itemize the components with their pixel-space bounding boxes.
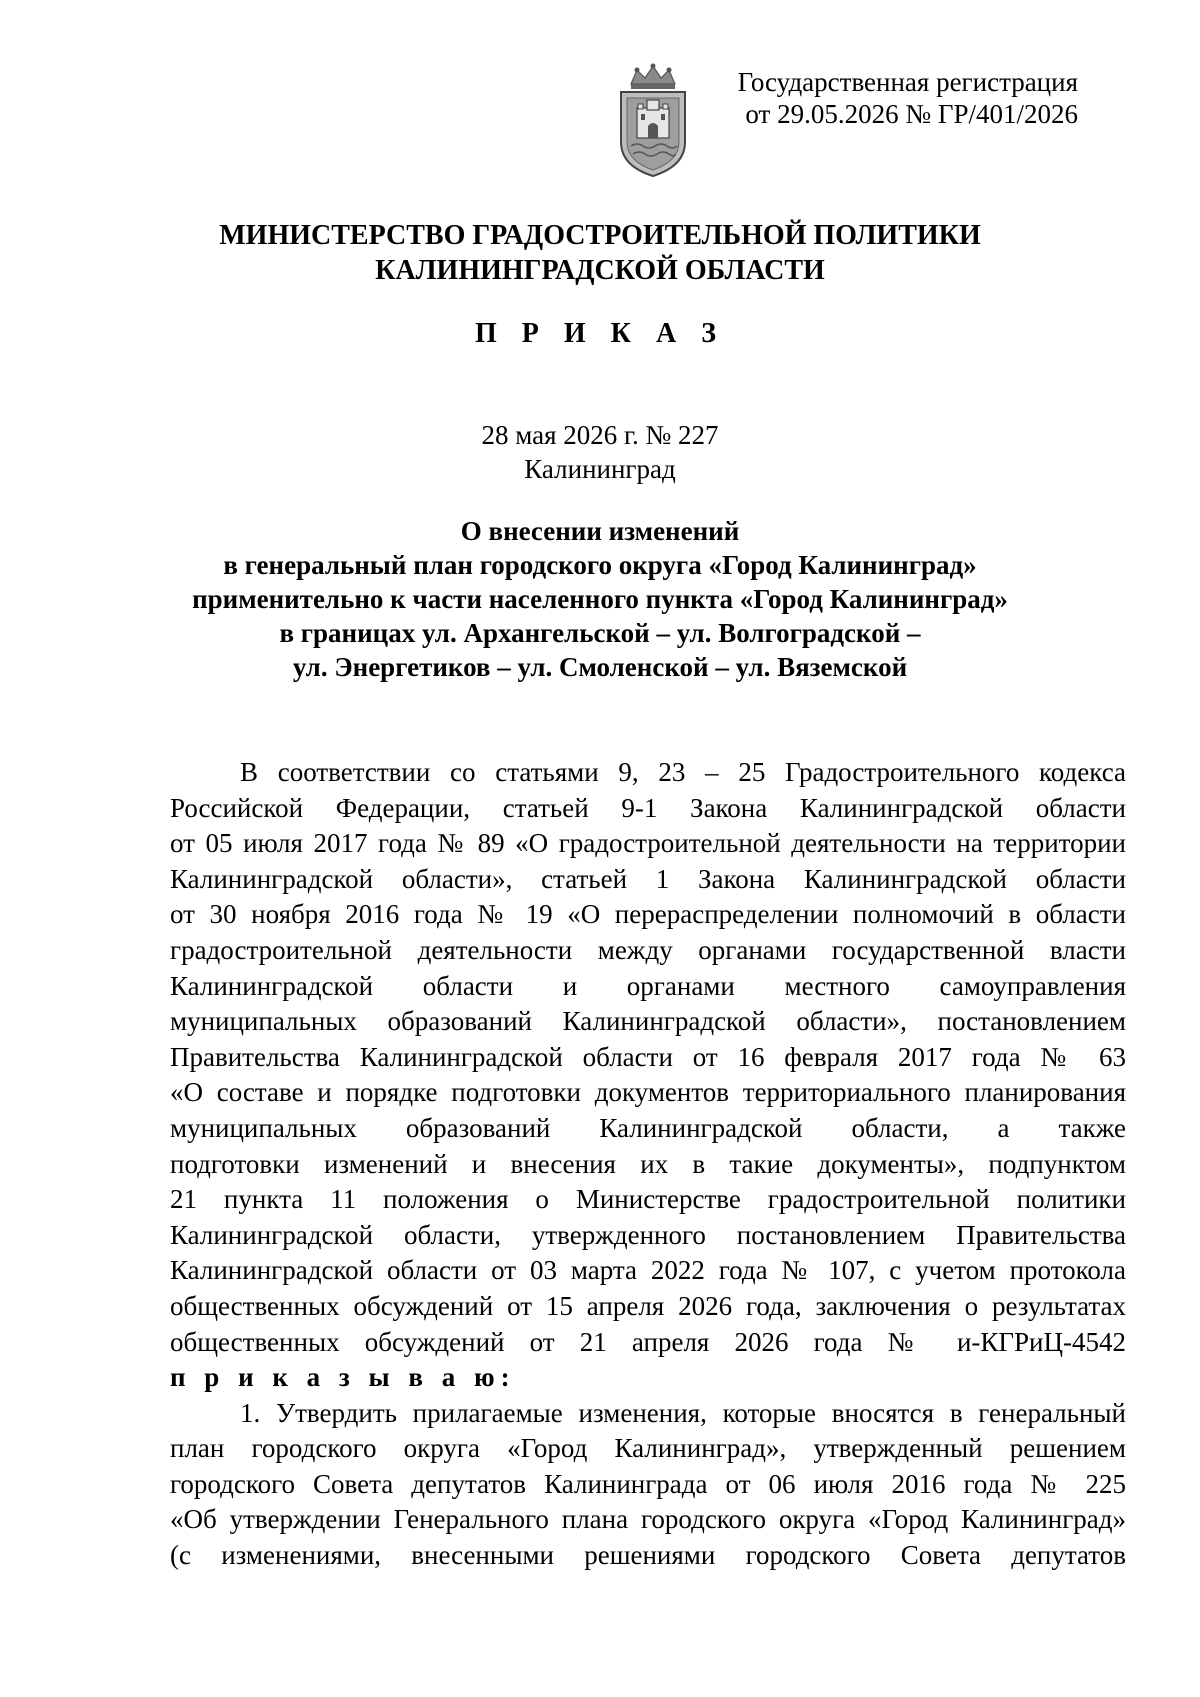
order-directive-word: п р и к а з ы в а ю: [170, 1362, 516, 1393]
registration-number: от 29.05.2026 № ГР/401/2026 [745, 99, 1078, 129]
registration-label: Государственная регистрация [737, 67, 1078, 97]
body-line: В соответствии со статьями 9, 23 – 25 Градостроительного кодекса [240, 757, 1126, 787]
body-line: «О составе и порядке подготовки документов территориального планирования [170, 1077, 1126, 1108]
subject-line: ул. Энергетиков – ул. Смоленской – ул. Вяземской [292, 652, 908, 682]
body-line: от 30 ноября 2016 года № 19 «О перераспределении полномочий в области [170, 899, 1126, 930]
body-line: Калининградской области и органами местного самоуправления [170, 970, 1126, 1001]
body-line: 21 пункта 11 положения о Министерстве градостроительной политики [170, 1184, 1126, 1215]
body-line: муниципальных образований Калининградской области, а также [170, 1112, 1126, 1143]
body-line: план городского округа «Город Калининград», утвержденный решением [170, 1433, 1126, 1464]
body-line: подготовки изменений и внесения их в такие документы», подпунктом [170, 1148, 1126, 1179]
body-line: Правительства Калининградской области от 16 февраля 2017 года № 63 [170, 1041, 1126, 1072]
body-line: городского Совета депутатов Калининграда от 06 июля 2016 года № 225 [170, 1468, 1126, 1499]
order-title: П Р И К А З [475, 318, 725, 349]
registration-stamp [738, 66, 1078, 130]
body-line: (с изменениями, внесенными решениями городского Совета депутатов [170, 1540, 1126, 1571]
coat-of-arms-emblem [611, 62, 695, 180]
order-city: Калининград [524, 454, 676, 484]
body-line: Калининградской области, утвержденного постановлением Правительства [170, 1219, 1126, 1250]
body-line: муниципальных образований Калининградской области», постановлением [170, 1006, 1126, 1037]
ministry-name [0, 218, 1200, 288]
body-line: 1. Утвердить прилагаемые изменения, которые вносятся в генеральный [240, 1397, 1126, 1428]
body-line: Калининградской области», статьей 1 Закона Калининградской области [170, 863, 1126, 894]
ministry-name-line: КАЛИНИНГРАДСКОЙ ОБЛАСТИ [375, 255, 825, 286]
order-date: 28 мая 2026 г. № 227 [481, 420, 719, 450]
order-body [170, 755, 1126, 1574]
body-line: Российской Федерации, статьей 9-1 Закона Калининградской области [170, 792, 1126, 823]
order-date-block [0, 418, 1200, 486]
body-line: «Об утверждении Генерального плана городского округа «Город Калининград» [170, 1504, 1126, 1535]
order-subject [0, 514, 1200, 684]
subject-line: О внесении изменений [460, 516, 740, 546]
body-line: Калининградской области от 03 марта 2022 года № 107, с учетом протокола [170, 1255, 1126, 1286]
body-line: общественных обсуждений от 15 апреля 2026 года, заключения о результатах [170, 1290, 1126, 1321]
body-line: градостроительной деятельности между органами государственной власти [170, 934, 1126, 965]
ministry-name-line: МИНИСТЕРСТВО ГРАДОСТРОИТЕЛЬНОЙ ПОЛИТИКИ [219, 220, 981, 251]
body-line: общественных обсуждений от 21 апреля 2026 года № и-КГРиЦ-4542 [170, 1326, 1126, 1357]
subject-line: в генеральный план городского округа «Город Калининград» [223, 550, 977, 580]
subject-line: применительно к части населенного пункта «Город Калининград» [192, 584, 1008, 614]
body-line: от 05 июля 2017 года № 89 «О градостроительной деятельности на территории [170, 828, 1126, 859]
subject-line: в границах ул. Архангельской – ул. Волгоградской – [279, 618, 921, 648]
